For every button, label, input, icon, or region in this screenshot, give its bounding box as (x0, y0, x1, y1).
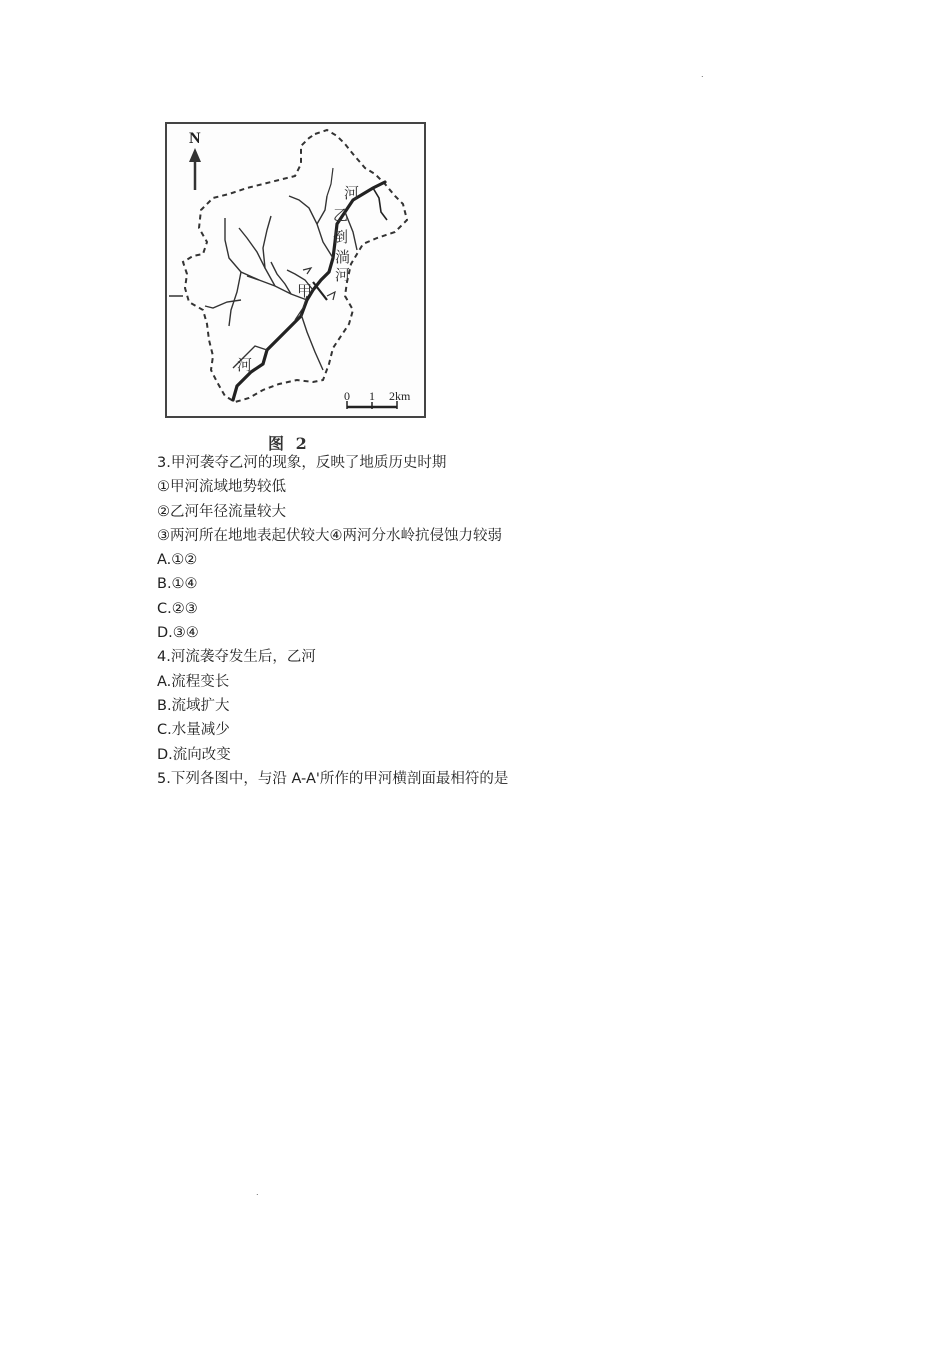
label-he-top: 河 (344, 184, 360, 202)
option-a: A.①② (157, 552, 198, 569)
river-capture-map (165, 122, 426, 418)
page-mark-dot: . (701, 70, 704, 79)
statement-2: ②乙河年径流量较大 (157, 503, 286, 520)
statement-1: ①甲河流域地势较低 (157, 479, 286, 496)
option-b: B.流域扩大 (157, 697, 230, 714)
option-d: D.流向改变 (157, 746, 231, 763)
label-yi: 乙 (333, 206, 349, 224)
question-3-stem: 3.甲河袭夺乙河的现象，反映了地质历史时期 (157, 455, 447, 471)
page-mark-dot: . (256, 1188, 259, 1197)
question-4-stem: 4.河流袭夺发生后，乙河 (157, 649, 316, 666)
option-d: D.③④ (157, 625, 199, 642)
north-arrow-icon (189, 148, 201, 190)
north-label: N (189, 130, 201, 147)
option-c: C.②③ (157, 600, 198, 617)
scale-zero: 0 (344, 389, 350, 403)
scale-one: 1 (369, 389, 375, 403)
scale-two-km: 2km (389, 389, 411, 403)
label-he-bottom: 河 (237, 356, 253, 374)
option-a: A.流程变长 (157, 673, 230, 690)
map-drawing (167, 124, 424, 416)
label-he-mid: 河 (335, 266, 351, 284)
label-jia: 甲 (297, 282, 313, 300)
option-b: B.①④ (157, 576, 198, 593)
label-tang: 淌 (335, 248, 351, 266)
question-block (157, 451, 857, 791)
question-5-stem: 5.下列各图中，与沿 A-A'所作的甲河横剖面最相符的是 (157, 770, 509, 787)
figure-caption: 图 2 (268, 434, 310, 453)
label-dao: 倒 (333, 228, 349, 246)
watershed-boundary (183, 130, 407, 402)
statement-3-4: ③两河所在地地表起伏较大④两河分水岭抗侵蚀力较弱 (157, 527, 502, 544)
option-c: C.水量减少 (157, 722, 230, 739)
